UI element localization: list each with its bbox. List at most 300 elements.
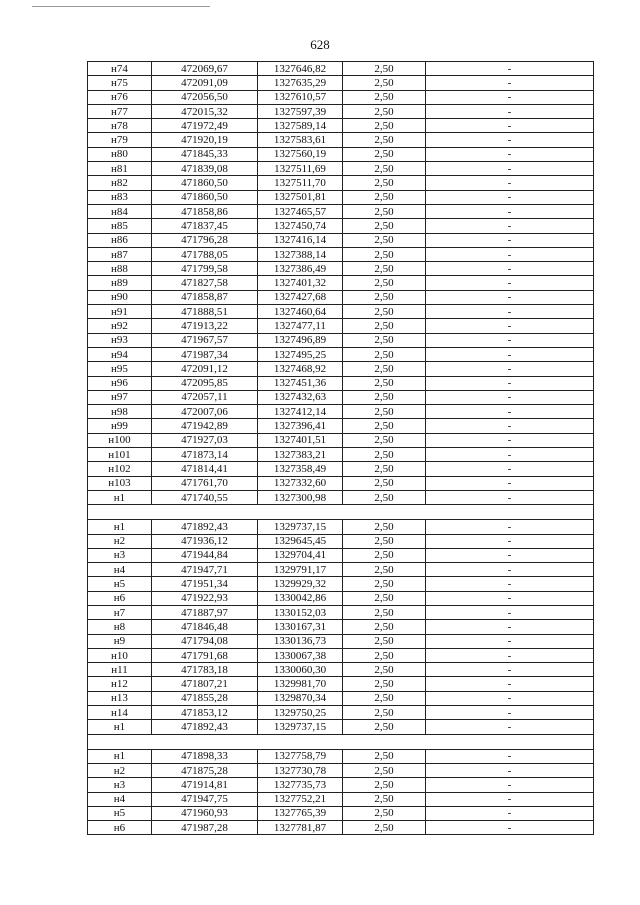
accuracy-cell: 2,50 [343,663,426,677]
x-coordinate-cell: 471972,49 [152,119,258,133]
accuracy-cell: 2,50 [343,605,426,619]
point-name-cell: н3 [88,778,152,792]
y-coordinate-cell: 1327495,25 [258,347,343,361]
accuracy-cell: 2,50 [343,419,426,433]
description-cell: - [426,634,594,648]
point-name-cell: н103 [88,476,152,490]
x-coordinate-cell: 471947,75 [152,792,258,806]
description-cell: - [426,119,594,133]
y-coordinate-cell: 1327496,89 [258,333,343,347]
point-name-cell: н95 [88,362,152,376]
description-cell: - [426,247,594,261]
table-row [88,119,594,133]
x-coordinate-cell: 471839,08 [152,162,258,176]
y-coordinate-cell: 1327501,81 [258,190,343,204]
description-cell: - [426,577,594,591]
y-coordinate-cell: 1329645,45 [258,534,343,548]
x-coordinate-cell: 471920,19 [152,133,258,147]
point-name-cell: н76 [88,90,152,104]
y-coordinate-cell: 1327412,14 [258,405,343,419]
y-coordinate-cell: 1327416,14 [258,233,343,247]
accuracy-cell: 2,50 [343,262,426,276]
x-coordinate-cell: 471947,71 [152,563,258,577]
point-name-cell: н7 [88,605,152,619]
description-cell: - [426,305,594,319]
table-row [88,262,594,276]
x-coordinate-cell: 471873,14 [152,448,258,462]
description-cell: - [426,362,594,376]
x-coordinate-cell: 471888,51 [152,305,258,319]
accuracy-cell: 2,50 [343,520,426,534]
point-name-cell: н77 [88,104,152,118]
accuracy-cell: 2,50 [343,90,426,104]
x-coordinate-cell: 471922,93 [152,591,258,605]
y-coordinate-cell: 1327460,64 [258,305,343,319]
table-row [88,620,594,634]
y-coordinate-cell: 1327396,41 [258,419,343,433]
description-cell: - [426,763,594,777]
y-coordinate-cell: 1327465,57 [258,204,343,218]
accuracy-cell: 2,50 [343,347,426,361]
description-cell: - [426,219,594,233]
y-coordinate-cell: 1327610,57 [258,90,343,104]
y-coordinate-cell: 1327388,14 [258,247,343,261]
description-cell: - [426,76,594,90]
y-coordinate-cell: 1327332,60 [258,476,343,490]
description-cell: - [426,376,594,390]
point-name-cell: н11 [88,663,152,677]
accuracy-cell: 2,50 [343,720,426,734]
y-coordinate-cell: 1330152,03 [258,605,343,619]
description-cell: - [426,548,594,562]
table-row [88,806,594,820]
accuracy-cell: 2,50 [343,620,426,634]
description-cell: - [426,677,594,691]
accuracy-cell: 2,50 [343,362,426,376]
y-coordinate-cell: 1330167,31 [258,620,343,634]
description-cell: - [426,462,594,476]
accuracy-cell: 2,50 [343,591,426,605]
description-cell: - [426,663,594,677]
x-coordinate-cell: 471951,34 [152,577,258,591]
accuracy-cell: 2,50 [343,691,426,705]
table-row [88,162,594,176]
x-coordinate-cell: 471936,12 [152,534,258,548]
table-row [88,405,594,419]
description-cell: - [426,591,594,605]
point-name-cell: н90 [88,290,152,304]
table-row [88,792,594,806]
table-row [88,462,594,476]
point-name-cell: н74 [88,62,152,76]
description-cell: - [426,821,594,835]
x-coordinate-cell: 471987,34 [152,347,258,361]
x-coordinate-cell: 471898,33 [152,749,258,763]
accuracy-cell: 2,50 [343,792,426,806]
y-coordinate-cell: 1327560,19 [258,147,343,161]
description-cell: - [426,749,594,763]
x-coordinate-cell: 471875,28 [152,763,258,777]
y-coordinate-cell: 1329929,32 [258,577,343,591]
y-coordinate-cell: 1327511,69 [258,162,343,176]
accuracy-cell: 2,50 [343,290,426,304]
table-row [88,534,594,548]
table-row [88,821,594,835]
table-row [88,104,594,118]
y-coordinate-cell: 1330042,86 [258,591,343,605]
table-row [88,476,594,490]
point-name-cell: н98 [88,405,152,419]
description-cell: - [426,162,594,176]
table-row [88,76,594,90]
accuracy-cell: 2,50 [343,376,426,390]
y-coordinate-cell: 1327781,87 [258,821,343,835]
point-name-cell: н78 [88,119,152,133]
table-row [88,333,594,347]
description-cell: - [426,347,594,361]
y-coordinate-cell: 1327468,92 [258,362,343,376]
x-coordinate-cell: 471791,68 [152,648,258,662]
description-cell: - [426,490,594,504]
table-row [88,247,594,261]
table-row [88,204,594,218]
table-row [88,376,594,390]
accuracy-cell: 2,50 [343,204,426,218]
table-row [88,133,594,147]
x-coordinate-cell: 471944,84 [152,548,258,562]
table-row [88,362,594,376]
table-row [88,577,594,591]
table-row [88,520,594,534]
y-coordinate-cell: 1330060,30 [258,663,343,677]
description-cell: - [426,419,594,433]
description-cell: - [426,448,594,462]
accuracy-cell: 2,50 [343,62,426,76]
table-row [88,419,594,433]
table-row [88,605,594,619]
y-coordinate-cell: 1329704,41 [258,548,343,562]
description-cell: - [426,476,594,490]
point-name-cell: н79 [88,133,152,147]
accuracy-cell: 2,50 [343,490,426,504]
point-name-cell: н82 [88,176,152,190]
description-cell: - [426,806,594,820]
description-cell: - [426,104,594,118]
table-row [88,663,594,677]
y-coordinate-cell: 1327477,11 [258,319,343,333]
y-coordinate-cell: 1327730,78 [258,763,343,777]
coordinates-table [87,61,594,835]
table-row [88,634,594,648]
point-name-cell: н1 [88,490,152,504]
y-coordinate-cell: 1330136,73 [258,634,343,648]
point-name-cell: н1 [88,749,152,763]
table-row [88,490,594,504]
x-coordinate-cell: 471987,28 [152,821,258,835]
accuracy-cell: 2,50 [343,577,426,591]
point-name-cell: н1 [88,520,152,534]
x-coordinate-cell: 471783,18 [152,663,258,677]
accuracy-cell: 2,50 [343,433,426,447]
y-coordinate-cell: 1327735,73 [258,778,343,792]
point-name-cell: н1 [88,720,152,734]
accuracy-cell: 2,50 [343,405,426,419]
section-separator-row [88,505,594,520]
point-name-cell: н96 [88,376,152,390]
x-coordinate-cell: 471845,33 [152,147,258,161]
table-row [88,147,594,161]
y-coordinate-cell: 1327765,39 [258,806,343,820]
x-coordinate-cell: 471740,55 [152,490,258,504]
table-row [88,347,594,361]
y-coordinate-cell: 1327758,79 [258,749,343,763]
y-coordinate-cell: 1327451,36 [258,376,343,390]
table-row [88,648,594,662]
accuracy-cell: 2,50 [343,333,426,347]
table-row [88,290,594,304]
x-coordinate-cell: 472091,09 [152,76,258,90]
point-name-cell: н93 [88,333,152,347]
table-row [88,62,594,76]
point-name-cell: н14 [88,706,152,720]
accuracy-cell: 2,50 [343,233,426,247]
x-coordinate-cell: 472056,50 [152,90,258,104]
table-row [88,691,594,705]
accuracy-cell: 2,50 [343,548,426,562]
point-name-cell: н88 [88,262,152,276]
y-coordinate-cell: 1330067,38 [258,648,343,662]
y-coordinate-cell: 1329737,15 [258,520,343,534]
point-name-cell: н99 [88,419,152,433]
point-name-cell: н5 [88,806,152,820]
accuracy-cell: 2,50 [343,390,426,404]
description-cell: - [426,648,594,662]
description-cell: - [426,333,594,347]
x-coordinate-cell: 472007,06 [152,405,258,419]
y-coordinate-cell: 1327401,51 [258,433,343,447]
description-cell: - [426,534,594,548]
point-name-cell: н100 [88,433,152,447]
point-name-cell: н83 [88,190,152,204]
description-cell: - [426,204,594,218]
table-row [88,677,594,691]
description-cell: - [426,792,594,806]
x-coordinate-cell: 471796,28 [152,233,258,247]
x-coordinate-cell: 471960,93 [152,806,258,820]
description-cell: - [426,190,594,204]
description-cell: - [426,620,594,634]
point-name-cell: н75 [88,76,152,90]
point-name-cell: н97 [88,390,152,404]
y-coordinate-cell: 1329750,25 [258,706,343,720]
section-separator-cell [88,734,594,749]
description-cell: - [426,706,594,720]
y-coordinate-cell: 1327432,63 [258,390,343,404]
point-name-cell: н6 [88,821,152,835]
description-cell: - [426,62,594,76]
table-row [88,433,594,447]
accuracy-cell: 2,50 [343,706,426,720]
table-row [88,276,594,290]
accuracy-cell: 2,50 [343,276,426,290]
point-name-cell: н13 [88,691,152,705]
x-coordinate-cell: 471853,12 [152,706,258,720]
x-coordinate-cell: 472091,12 [152,362,258,376]
description-cell: - [426,691,594,705]
x-coordinate-cell: 471858,87 [152,290,258,304]
accuracy-cell: 2,50 [343,319,426,333]
y-coordinate-cell: 1327358,49 [258,462,343,476]
description-cell: - [426,720,594,734]
point-name-cell: н10 [88,648,152,662]
point-name-cell: н4 [88,792,152,806]
description-cell: - [426,520,594,534]
point-name-cell: н85 [88,219,152,233]
table-row [88,763,594,777]
y-coordinate-cell: 1327597,39 [258,104,343,118]
point-name-cell: н2 [88,534,152,548]
description-cell: - [426,290,594,304]
x-coordinate-cell: 471855,28 [152,691,258,705]
x-coordinate-cell: 471927,03 [152,433,258,447]
point-name-cell: н8 [88,620,152,634]
accuracy-cell: 2,50 [343,162,426,176]
point-name-cell: н4 [88,563,152,577]
description-cell: - [426,605,594,619]
y-coordinate-cell: 1329981,70 [258,677,343,691]
accuracy-cell: 2,50 [343,219,426,233]
description-cell: - [426,90,594,104]
description-cell: - [426,147,594,161]
accuracy-cell: 2,50 [343,648,426,662]
y-coordinate-cell: 1327383,21 [258,448,343,462]
x-coordinate-cell: 471914,81 [152,778,258,792]
table-row [88,190,594,204]
description-cell: - [426,778,594,792]
y-coordinate-cell: 1327635,29 [258,76,343,90]
x-coordinate-cell: 471860,50 [152,176,258,190]
accuracy-cell: 2,50 [343,133,426,147]
description-cell: - [426,433,594,447]
y-coordinate-cell: 1329737,15 [258,720,343,734]
point-name-cell: н81 [88,162,152,176]
y-coordinate-cell: 1327511,70 [258,176,343,190]
accuracy-cell: 2,50 [343,448,426,462]
accuracy-cell: 2,50 [343,749,426,763]
coordinates-table-body [88,62,594,835]
point-name-cell: н80 [88,147,152,161]
accuracy-cell: 2,50 [343,119,426,133]
point-name-cell: н12 [88,677,152,691]
x-coordinate-cell: 471892,43 [152,720,258,734]
table-row [88,548,594,562]
x-coordinate-cell: 471846,48 [152,620,258,634]
table-row [88,390,594,404]
description-cell: - [426,563,594,577]
x-coordinate-cell: 471799,58 [152,262,258,276]
accuracy-cell: 2,50 [343,677,426,691]
table-row [88,319,594,333]
point-name-cell: н101 [88,448,152,462]
description-cell: - [426,262,594,276]
description-cell: - [426,276,594,290]
table-row [88,305,594,319]
page-number: 628 [310,37,330,52]
y-coordinate-cell: 1327450,74 [258,219,343,233]
point-name-cell: н6 [88,591,152,605]
point-name-cell: н2 [88,763,152,777]
y-coordinate-cell: 1327646,82 [258,62,343,76]
accuracy-cell: 2,50 [343,563,426,577]
y-coordinate-cell: 1327752,21 [258,792,343,806]
section-separator-row [88,734,594,749]
accuracy-cell: 2,50 [343,147,426,161]
accuracy-cell: 2,50 [343,305,426,319]
x-coordinate-cell: 471837,45 [152,219,258,233]
x-coordinate-cell: 472095,85 [152,376,258,390]
y-coordinate-cell: 1327427,68 [258,290,343,304]
accuracy-cell: 2,50 [343,76,426,90]
x-coordinate-cell: 471827,58 [152,276,258,290]
accuracy-cell: 2,50 [343,821,426,835]
x-coordinate-cell: 471887,97 [152,605,258,619]
point-name-cell: н94 [88,347,152,361]
x-coordinate-cell: 471858,86 [152,204,258,218]
y-coordinate-cell: 1327401,32 [258,276,343,290]
x-coordinate-cell: 471967,57 [152,333,258,347]
table-row [88,448,594,462]
x-coordinate-cell: 471942,89 [152,419,258,433]
accuracy-cell: 2,50 [343,476,426,490]
accuracy-cell: 2,50 [343,763,426,777]
table-row [88,233,594,247]
point-name-cell: н87 [88,247,152,261]
point-name-cell: н102 [88,462,152,476]
point-name-cell: н3 [88,548,152,562]
accuracy-cell: 2,50 [343,247,426,261]
accuracy-cell: 2,50 [343,806,426,820]
x-coordinate-cell: 471788,05 [152,247,258,261]
point-name-cell: н89 [88,276,152,290]
description-cell: - [426,176,594,190]
accuracy-cell: 2,50 [343,462,426,476]
point-name-cell: н5 [88,577,152,591]
top-rule [32,6,210,7]
point-name-cell: н91 [88,305,152,319]
x-coordinate-cell: 471913,22 [152,319,258,333]
point-name-cell: н84 [88,204,152,218]
x-coordinate-cell: 472015,32 [152,104,258,118]
accuracy-cell: 2,50 [343,176,426,190]
table-row [88,749,594,763]
point-name-cell: н86 [88,233,152,247]
section-separator-cell [88,505,594,520]
y-coordinate-cell: 1329791,17 [258,563,343,577]
y-coordinate-cell: 1327589,14 [258,119,343,133]
x-coordinate-cell: 471761,70 [152,476,258,490]
x-coordinate-cell: 471794,08 [152,634,258,648]
y-coordinate-cell: 1327386,49 [258,262,343,276]
point-name-cell: н9 [88,634,152,648]
accuracy-cell: 2,50 [343,190,426,204]
point-name-cell: н92 [88,319,152,333]
description-cell: - [426,390,594,404]
accuracy-cell: 2,50 [343,778,426,792]
x-coordinate-cell: 471807,21 [152,677,258,691]
table-row [88,176,594,190]
table-row [88,219,594,233]
accuracy-cell: 2,50 [343,534,426,548]
